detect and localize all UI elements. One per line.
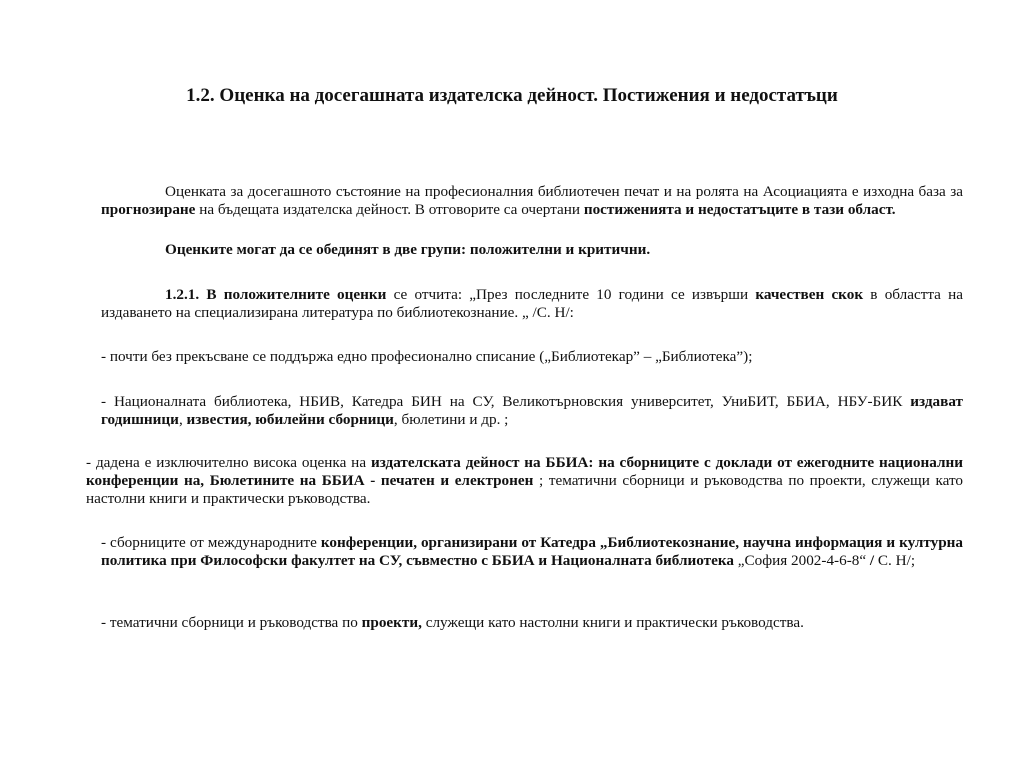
- bold-text: Оценките могат да се обединят в две групи: положителни и критични.: [165, 241, 651, 258]
- bold-text: прогнозиране: [101, 201, 196, 218]
- bullet-international-conferences: [101, 534, 963, 570]
- bold-text: конференции, организирани от Катедра „Библиотекознание, научна информация и културна политика при Философски факултет на СУ, съвместно с ББИА и Националната библиотека: [101, 534, 963, 569]
- text-span: „София 2002-4-6-8“: [734, 552, 870, 569]
- bold-text: постиженията и недостатъците в тази област.: [583, 201, 896, 218]
- text-span: С. Н/;: [874, 552, 916, 569]
- bullet-bbia-publishing: [86, 454, 963, 508]
- bold-text: известия, юбилейни сборници: [186, 411, 394, 428]
- text-span: - дадена е изключително висока оценка на: [86, 454, 371, 471]
- bold-text: издателската дейност на ББИА: на сборниците с доклади от ежегодните национални конференции на, Бюлетините на ББИА - печатен и електронен: [86, 454, 963, 489]
- text-span: - Националната библиотека, НБИВ, Катедра БИН на СУ, Великотърновския университет, УниБИТ, ББИА, НБУ-БИК: [101, 393, 911, 410]
- paragraph-two-groups: [101, 241, 963, 259]
- bold-text: качествен скок: [755, 286, 864, 303]
- bold-text: издават годишници: [101, 393, 963, 428]
- bold-text: проекти,: [361, 614, 422, 631]
- text-span: - сборниците от международните: [101, 534, 321, 551]
- text-span: - тематични сборници и ръководства по: [101, 614, 362, 631]
- paragraph-assessment-intro: [101, 183, 963, 219]
- bullet-thematic-collections: [101, 614, 963, 632]
- bullet-yearbooks: [101, 393, 963, 429]
- slide-title: 1.2. Оценка на досегашната издателска дейност. Постижения и недостатъци: [186, 85, 838, 106]
- bullet-professional-journal: [101, 348, 963, 366]
- text-span: ; тематични сборници и ръководства по проекти, служещи като настолни книги и практически ръководства.: [86, 472, 963, 507]
- text-span: ,: [178, 411, 187, 428]
- text-span: в областта на издаването на специализирана литература по библиотекознание. „ /С. Н/:: [101, 286, 963, 321]
- bold-text: 1.2.1. В положителните оценки: [165, 286, 387, 303]
- text-span: , бюлетини и др. ;: [393, 411, 509, 428]
- paragraph-positive-assessments: [101, 286, 963, 322]
- text-span: на бъдещата издателска дейност. В отговорите са очертани: [195, 201, 584, 218]
- text-span: - почти без прекъсване се поддържа едно професионално списание („Библиотекар” – „Библиотека”);: [101, 348, 753, 365]
- text-span: Оценката за досегашното състояние на професионалния библиотечен печат и на ролята на Асоциацията е изходна база за: [165, 183, 963, 200]
- bold-text: /: [869, 552, 875, 569]
- text-span: се отчита: „През последните 10 години се извърши: [386, 286, 756, 303]
- text-span: служещи като настолни книги и практически ръководства.: [421, 614, 804, 631]
